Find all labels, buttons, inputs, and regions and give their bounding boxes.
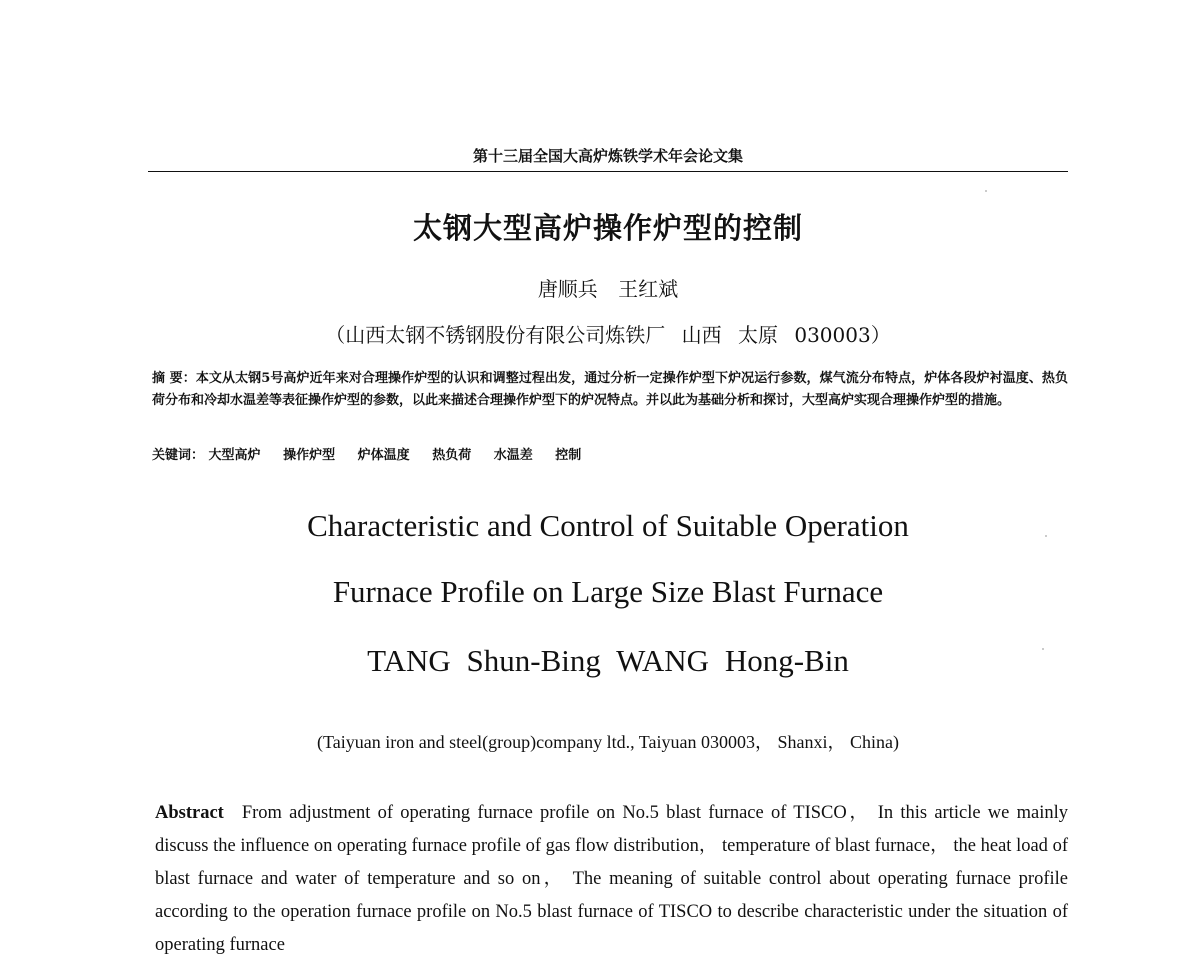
english-title-line-2: Furnace Profile on Large Size Blast Furnace <box>332 574 884 609</box>
keyword: 热负荷 <box>432 448 472 463</box>
scan-speck <box>1045 535 1047 537</box>
running-header: 第十三届全国大高炉炼铁学术年会论文集 <box>472 147 743 165</box>
chinese-keywords-label: 关键词： <box>152 448 205 463</box>
chinese-abstract-text: 本文从太钢5号高炉近年来对合理操作炉型的认识和调整过程出发，通过分析一定操作炉型下炉况运行参数，煤气流分布特点，炉体各段炉衬温度、热负荷分布和冷却水温差等表征操作炉型的参数，以此来描述合理操作炉型下的炉况特点。并以此为基础分析和探讨，大型高炉实现合理操作炉型的措施。 <box>152 371 1069 408</box>
chinese-authors: 唐顺兵 王红斌 <box>537 277 679 301</box>
keyword: 水温差 <box>493 448 533 463</box>
english-title-line-1: Characteristic and Control of Suitable Operation <box>307 508 909 543</box>
chinese-abstract-label: 摘 要： <box>152 371 196 386</box>
english-abstract-label: Abstract <box>155 803 224 823</box>
header-rule <box>148 171 1068 172</box>
english-authors: TANG Shun-Bing WANG Hong-Bin <box>367 643 849 678</box>
scan-speck <box>1042 648 1044 650</box>
english-abstract <box>155 797 1068 962</box>
keyword: 控制 <box>555 448 582 463</box>
chinese-keywords <box>152 445 1068 467</box>
keyword: 大型高炉 <box>208 448 261 463</box>
chinese-abstract <box>152 368 1068 412</box>
chinese-title: 太钢大型高炉操作炉型的控制 <box>412 211 803 245</box>
keyword: 炉体温度 <box>357 448 410 463</box>
keyword: 操作炉型 <box>283 448 336 463</box>
scan-speck <box>985 190 987 192</box>
english-abstract-text: From adjustment of operating furnace profile on No.5 blast furnace of TISCO， In this article we mainly discuss the influence on operating furnace profile of gas flow distribution， temperature of blast furnace， the heat load of blast furnace and water of temperature and so on， The meaning of suitable control about operating furnace profile according to the operation furnace profile on No.5 blast furnace of TISCO to describe characteristic under the situation of operating furnace <box>155 803 1068 955</box>
chinese-affiliation: （山西太钢不锈钢股份有限公司炼铁厂 山西 太原 030003） <box>325 323 891 347</box>
english-affiliation: (Taiyuan iron and steel(group)company ltd., Taiyuan 030003， Shanxi， China) <box>316 732 900 752</box>
